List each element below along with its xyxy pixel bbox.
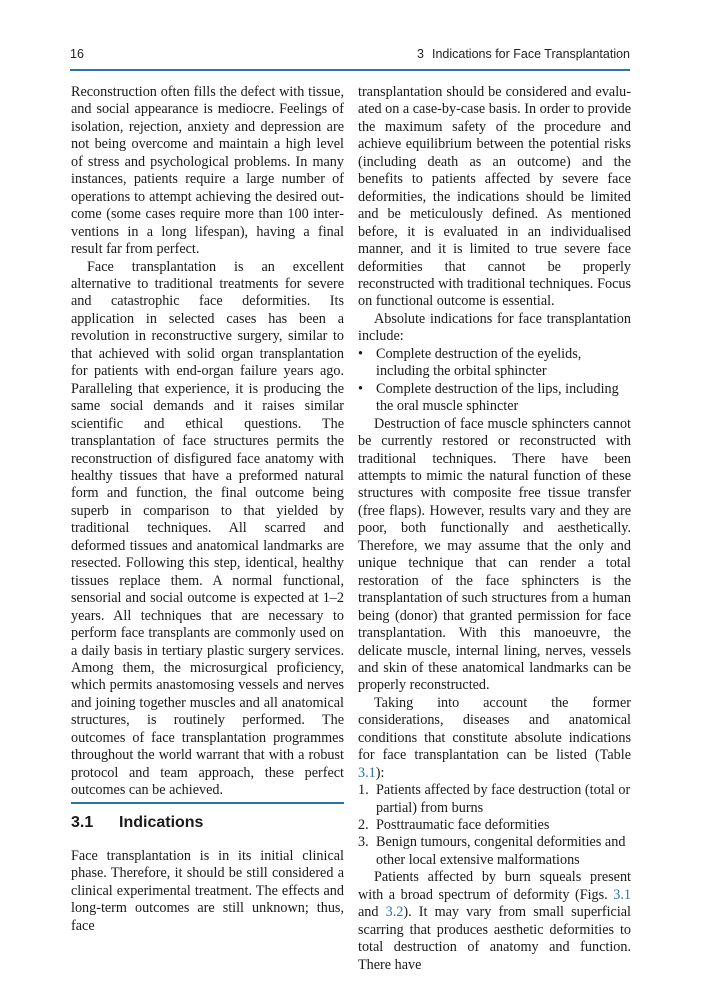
section-rule: [71, 802, 344, 804]
paragraph: transplantation should be considered and evaluated on a case-by-case basis. In order to provide the maximum safety of the procedure and achieve equilibrium between the potential risks (including death as an outcome) and the benefits to patients affected by severe face deformities, the indications should be limited and be meticulously defined. As mentioned before, it is evaluated in an individualised manner, and it is limited to true severe face deformities that cannot be properly reconstructed with traditional techniques. Focus on functional outcome is essential.: [358, 84, 631, 310]
list-item: [358, 381, 631, 416]
chapter-title: Indications for Face Transplantation: [431, 47, 630, 61]
paragraph: Reconstruction often fills the defect with tissue, and social appearance is mediocre. Feelings of isolation, rejection, anxiety and depression are not being overcome and maintain a high level of stress and psychological problems. In many instances, patients require a large number of operations to attempt achieving the desired outcome (some cases require more than 100 interventions in a long lifespan), having a final result far from perfect.: [71, 84, 344, 258]
paragraph-text: Taking into account the former considerations, diseases and anatomical conditions that constitute absolute indications for face transplantation can be listed (Table: [358, 694, 631, 764]
paragraph-text: Patients affected by burn squeals present with a broad spectrum of deformity (Figs.: [358, 869, 631, 903]
list-item: [358, 782, 631, 817]
right-column: [358, 84, 631, 974]
paragraph: Destruction of face muscle sphincters cannot be currently restored or reconstructed with traditional techniques. There have been attempts to mimic the natural function of these structures with composite free tissue transfer (free flaps). However, results vary and they are poor, both functionally and aesthetically. Therefore, we may assume that the only and unique technique that can render a total restoration of the face sphincters is the transplantation of such structures from a human being (donor) that granted permission for face transplantation. With this manoeuvre, the delicate muscle, internal lining, nerves, vessels and skin of these anatomical landmarks can be properly reconstructed.: [358, 415, 631, 694]
running-header: [70, 45, 630, 71]
list-number: 3.: [358, 834, 369, 851]
paragraph: Absolute indications for face transplantation include:: [358, 310, 631, 345]
left-column: [71, 84, 344, 800]
numbered-list: [358, 782, 631, 869]
bullet-marker: •: [358, 380, 363, 397]
figure-reference-link[interactable]: 3.2: [385, 904, 404, 921]
section-number: 3.1: [71, 814, 94, 831]
list-number: 2.: [358, 817, 369, 834]
list-item-text: Complete destruction of the lips, including the oral muscle sphincter: [376, 380, 619, 415]
section-heading: [71, 802, 344, 832]
list-item-text: Patients affected by face destruction (total or partial) from burns: [376, 782, 631, 816]
paragraph: [358, 695, 631, 782]
chapter-number: 3: [417, 47, 424, 61]
bullet-list: [358, 346, 631, 416]
paragraph: Face transplantation is in its initial clinical phase. Therefore, it should be still considered a clinical experimental treatment. The effects and long-term outcomes are still unknown; thus, face: [71, 848, 344, 934]
list-number: 1.: [358, 782, 369, 799]
chapter-heading: [417, 47, 630, 61]
header-rule: [70, 69, 630, 71]
figure-reference-link[interactable]: 3.1: [613, 886, 631, 903]
paragraph-text: ):: [375, 764, 385, 781]
paragraph-text: and: [358, 904, 386, 921]
list-item-text: Complete destruction of the eyelids, including the orbital sphincter: [376, 345, 582, 380]
paragraph-text: ). It may vary from small superficial scarring that produces aesthetic deformities to total destruction of anatomy and function. There have: [358, 904, 631, 973]
list-item: [358, 346, 631, 381]
list-item-text: Posttraumatic face deformities: [376, 817, 550, 834]
list-item-text: Benign tumours, congenital deformities and other local extensive malformations: [376, 834, 626, 868]
list-item: [358, 834, 631, 869]
left-column-section-body: [71, 848, 344, 935]
list-item: [358, 817, 631, 834]
section-title-text: Indications: [119, 814, 204, 831]
section-title: [71, 814, 344, 832]
paragraph: Face transplantation is an excellent alternative to traditional treatments for severe and catastrophic face deformities. Its application in selected cases has been a revolution in reconstructive surgery, similar to that achieved with solid organ transplantation for patients with end-organ failure years ago. Paralleling that experience, it is producing the same social demands and it raises similar scientific and ethical questions. The transplantation of face structures permits the reconstruction of disfigured face anatomy with healthy tissues that have a preformed natural form and function, the final outcome being superb in comparison to that yielded by traditional techniques. All scarred and deformed tissues and anatomical landmarks are resected. Following this step, identical, healthy tissues replace them. A normal functional, sensorial and social outcome is expected at 1–2 years. All techniques that are necessary to perform face transplants are commonly used on a daily basis in tertiary plastic surgery services. Among them, the microsurgical proficiency, which permits anastomosing vessels and nerves and joining together muscles and all anatomical structures, is routinely performed. The outcomes of face transplantation programmes throughout the world warrant that with a robust protocol and team approach, these perfect outcomes can be achieved.: [71, 258, 344, 799]
bullet-marker: •: [358, 345, 363, 362]
page-number: 16: [70, 47, 84, 61]
table-reference-link[interactable]: 3.1: [358, 764, 376, 781]
paragraph: [358, 869, 631, 974]
